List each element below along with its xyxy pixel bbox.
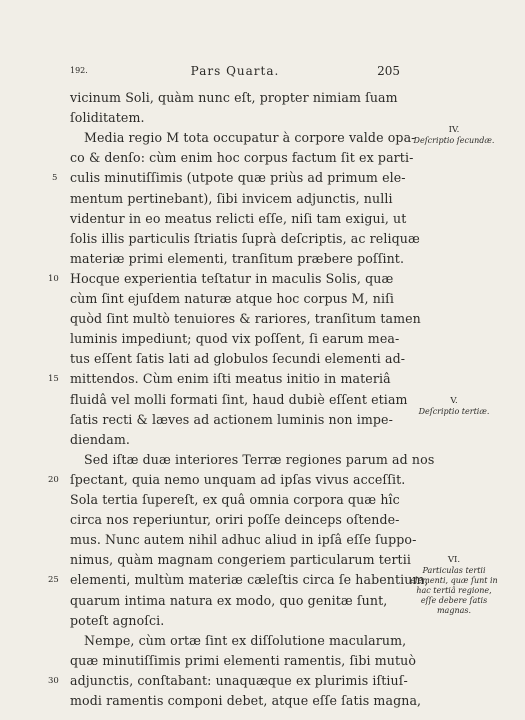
text-line: culis minutiſſimis (utpote quæ priùs ad primum ele- [70, 170, 406, 186]
text-line: fluidâ vel molli formati ſint, haud dubiè eſſent etiam [70, 391, 408, 407]
text-line: Hocque experientia teſtatur in maculis Solis, quæ [70, 270, 394, 286]
text-line: ſoliditatem. [70, 110, 145, 126]
text-line: quòd ſint multò tenuiores & rariores, tranſitum tamen [70, 311, 421, 327]
text-line: videntur in eo meatus relicti eſſe, niſi tam exigui, ut [70, 210, 407, 226]
text-line: quæ minutiſſimis primi elementi ramentis, ſibi mutuò [70, 652, 417, 668]
text-line: mentum pertinebant), ſibi invicem adjunctis, nulli [70, 190, 393, 206]
text-line: luminis impediunt; quod vix poſſent, ſi earum mea- [70, 331, 400, 347]
running-title: Pars Quarta. [190, 64, 280, 78]
margin-note-number: V. [450, 396, 458, 406]
margin-note-v [408, 396, 500, 417]
line-number: 30 [48, 675, 59, 686]
text-line: vicinum Soli, quàm nunc eſt, propter nimiam ſuam [70, 90, 398, 105]
folio-left: 192. [70, 66, 88, 75]
margin-note-number: VI. [447, 555, 461, 565]
text-line: Nempe, cùm ortæ ſint ex diſſolutione macularum, [84, 632, 407, 648]
text-line: mus. Nunc autem nihil adhuc aliud in ipſâ eſſe ſuppo- [70, 532, 417, 548]
margin-note-text: Deſcriptio ſecundæ. [413, 136, 495, 145]
text-line: materiæ primi elementi, tranſitum præbere poſſint. [70, 250, 405, 266]
text-line: quarum intima natura ex modo, quo genitæ ſunt, [70, 592, 388, 608]
text-line: co & denſo: cùm enim hoc corpus factum ſit ex parti- [70, 150, 414, 166]
text-line: mittendos. Cùm enim iſti meatus initio in materiâ [70, 371, 391, 387]
line-number: 5 [52, 173, 58, 184]
page-header [70, 64, 400, 80]
line-number: 20 [48, 474, 59, 485]
margin-note-iv [408, 125, 500, 146]
text-line: circa nos reperiuntur, oriri poſſe deinceps oſtende- [70, 512, 400, 528]
text-line: Media regio M tota occupatur à corpore valde opa- [84, 130, 416, 146]
text-line: nimus, quàm magnam congeriem particularum tertii [70, 552, 411, 568]
line-number: 25 [48, 575, 59, 586]
text-line: ſpectant, quia nemo unquam ad ipſas vivus acceſſit. [70, 471, 406, 487]
text-line: Sed iſtæ duæ interiores Terræ regiones parum ad nos [84, 451, 435, 467]
text-line: adjunctis, conſtabant: unaquæque ex plurimis iſtiuſ- [70, 672, 408, 688]
margin-note-vi [408, 555, 500, 616]
text-line: diendam. [70, 431, 130, 447]
text-line: tus eſſent ſatis lati ad globulos ſecundi elementi ad- [70, 351, 406, 367]
margin-note-text: Particulas tertii elementi, quæ ſunt in hac tertiâ regione, eſſe debere ſatis magnas. [410, 566, 498, 615]
text-line: ſatis recti & læves ad actionem luminis non impe- [70, 411, 393, 427]
text-line: cùm ſint ejuſdem naturæ atque hoc corpus M, niſi [70, 291, 394, 306]
margin-note-number: IV. [448, 125, 460, 135]
page-number: 205 [377, 64, 400, 78]
margin-note-text: Deſcriptio tertiæ. [418, 407, 490, 416]
text-line: elementi, multùm materiæ cæleſtis circa ſe habentium, [70, 572, 429, 588]
text-line: modi ramentis componi debet, atque eſſe ſatis magna, [70, 693, 422, 708]
text-line: Sola tertia ſupereſt, ex quâ omnia corpora quæ hîc [70, 492, 400, 507]
line-number: 10 [48, 273, 59, 284]
text-line: ſolis illis particulis ſtriatis ſuprà deſcriptis, ac reliquæ [70, 230, 420, 246]
line-number: 15 [48, 374, 59, 385]
text-line: poteſt agnoſci. [70, 612, 165, 628]
